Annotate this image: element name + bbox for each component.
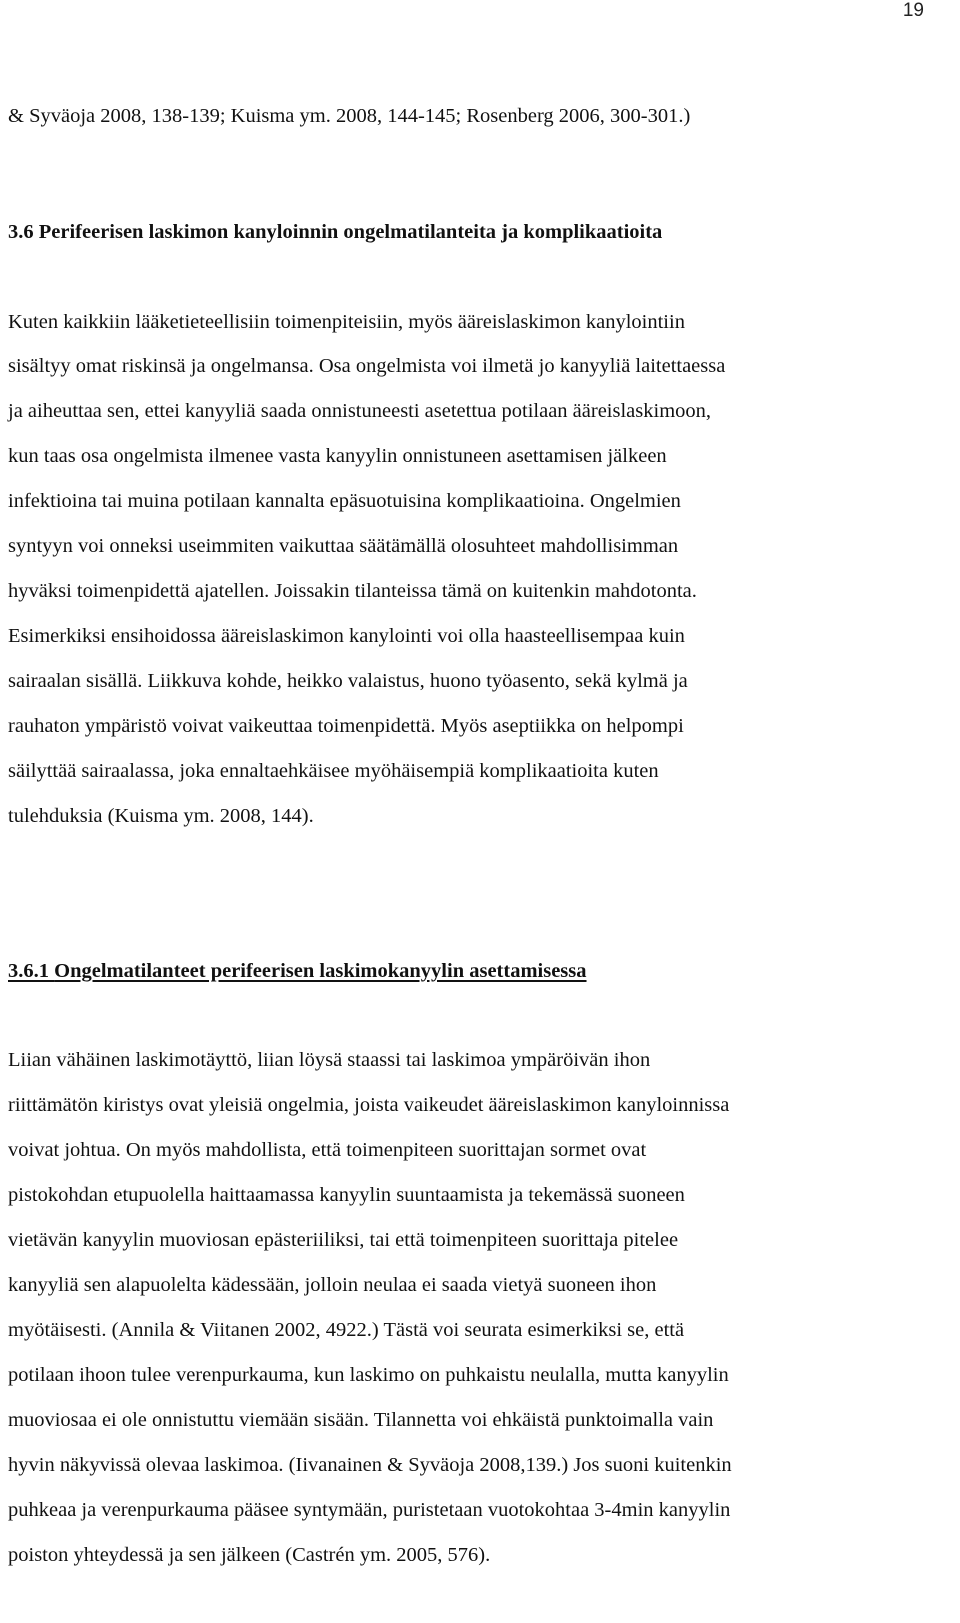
paragraph-line: riittämätön kiristys ovat yleisiä ongelmia, joista vaikeudet ääreislaskimon kanyloinnissa [8,1094,730,1116]
paragraph-line: puhkeaa ja verenpurkauma pääsee syntymään, puristetaan vuotokohtaa 3-4min kanyylin [8,1499,731,1521]
section-title: Ongelmatilanteet perifeerisen laskimokanyylin asettamisessa [54,960,587,982]
paragraph-line: hyväksi toimenpidettä ajatellen. Joissakin tilanteissa tämä on kuitenkin mahdotonta. [8,580,697,602]
paragraph-line: pistokohdan etupuolella haittaamassa kanyylin suuntaamista ja tekemässä suoneen [8,1184,685,1206]
page-number: 19 [902,0,924,21]
section-number: 3.6 [8,221,34,243]
paragraph-line: voivat johtua. On myös mahdollista, että toimenpiteen suorittajan sormet ovat [8,1139,647,1161]
paragraph-line: muoviosaa ei ole onnistuttu viemään sisään. Tilannetta voi ehkäistä punktoimalla vain [8,1409,714,1431]
paragraph-line: Esimerkiksi ensihoidossa ääreislaskimon kanylointi voi olla haasteellisempaa kuin [8,625,685,647]
paragraph-line: myötäisesti. (Annila & Viitanen 2002, 4922.) Tästä voi seurata esimerkiksi se, että [8,1319,685,1341]
paragraph-line: tulehduksia (Kuisma ym. 2008, 144). [8,805,314,827]
paragraph-line: säilyttää sairaalassa, joka ennaltaehkäisee myöhäisempiä komplikaatioita kuten [8,760,659,782]
paragraph-line: ja aiheuttaa sen, ettei kanyyliä saada onnistuneesti asetettua potilaan ääreislaskimoon, [8,400,712,422]
paragraph-line: syntyyn voi onneksi useimmiten vaikuttaa säätämällä olosuhteet mahdollisimman [8,535,679,557]
paragraph-line: kun taas osa ongelmista ilmenee vasta kanyylin onnistuneen asettamisen jälkeen [8,445,667,467]
paragraph-line: Kuten kaikkiin lääketieteellisiin toimenpiteisiin, myös ääreislaskimon kanylointiin [8,311,685,333]
paragraph-line: rauhaton ympäristö voivat vaikeuttaa toimenpidettä. Myös aseptiikka on helpompi [8,715,684,737]
paragraph-line: poiston yhteydessä ja sen jälkeen (Castrén ym. 2005, 576). [8,1544,491,1566]
section-heading-3-6 [8,220,662,244]
paragraph-line: kanyyliä sen alapuolelta kädessään, jolloin neulaa ei saada vietyä suoneen ihon [8,1274,657,1296]
section-heading-3-6-1 [8,959,587,983]
paragraph-line: sisältyy omat riskinsä ja ongelmansa. Osa ongelmista voi ilmetä jo kanyyliä laitettaessa [8,355,726,377]
paragraph-line: Liian vähäinen laskimotäyttö, liian löysä staassi tai laskimoa ympäröivän ihon [8,1049,651,1071]
paragraph-line: hyvin näkyvissä olevaa laskimoa. (Iivanainen & Syväoja 2008,139.) Jos suoni kuitenkin [8,1454,732,1476]
section-title: Perifeerisen laskimon kanyloinnin ongelmatilanteita ja komplikaatioita [38,221,663,243]
continuation-line: & Syväoja 2008, 138-139; Kuisma ym. 2008, 144-145; Rosenberg 2006, 300-301.) [8,105,691,127]
section-number: 3.6.1 [8,960,49,982]
paragraph-line: vietävän kanyylin muoviosan epästeriiliksi, tai että toimenpiteen suorittaja pitelee [8,1229,679,1251]
paragraph-line: infektioina tai muina potilaan kannalta epäsuotuisina komplikaatioina. Ongelmien [8,490,681,512]
paragraph-line: potilaan ihoon tulee verenpurkauma, kun laskimo on puhkaistu neulalla, mutta kanyylin [8,1364,729,1386]
paragraph-line: sairaalan sisällä. Liikkuva kohde, heikko valaistus, huono työasento, sekä kylmä ja [8,670,688,692]
